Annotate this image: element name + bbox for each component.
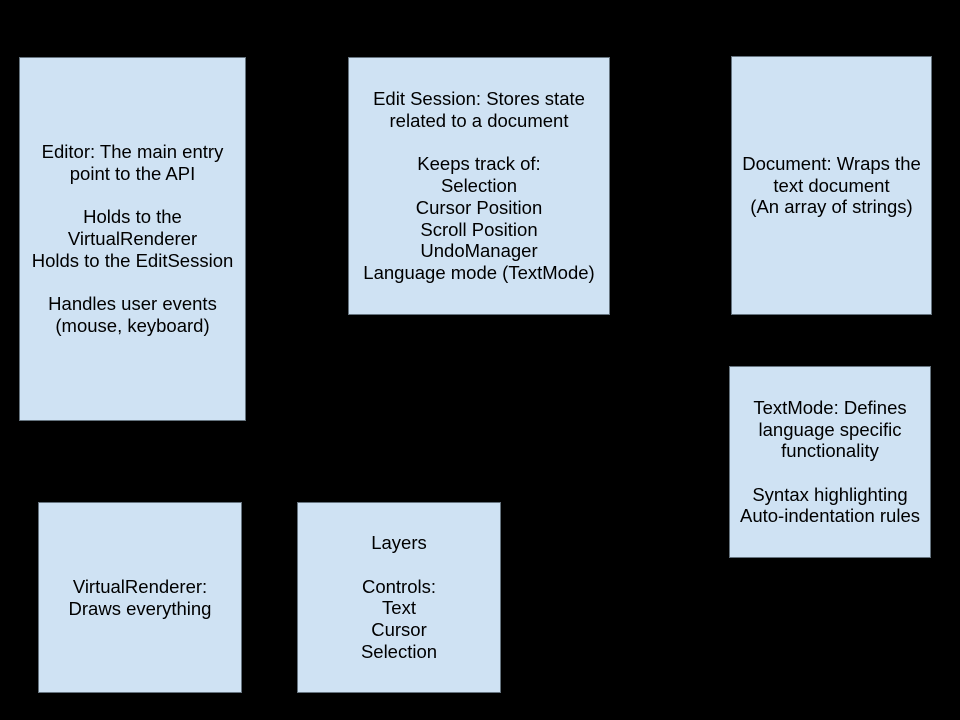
box-text-line: related to a document <box>389 110 569 132</box>
box-document <box>731 56 932 315</box>
box-text-line: point to the API <box>69 163 196 185</box>
box-text-line: (An array of strings) <box>750 196 913 218</box>
box-text-line: language specific <box>758 418 902 440</box>
box-text-line: Scroll Position <box>420 218 538 240</box>
box-text-line: Holds to the <box>83 206 182 228</box>
box-text-line: Document: Wraps the <box>742 152 921 174</box>
box-text-line: Cursor Position <box>415 196 543 218</box>
box-text-line: text document <box>773 174 890 196</box>
box-text-line: Keeps track of: <box>417 153 541 175</box>
box-text-line: functionality <box>781 440 879 462</box>
box-text-line: VirtualRenderer: <box>72 575 208 597</box>
box-text-line: VirtualRenderer <box>67 228 198 250</box>
box-text-line: Cursor <box>371 619 427 641</box>
box-textmode <box>729 366 931 558</box>
box-text-line: Editor: The main entry <box>41 141 224 163</box>
box-text-line: TextMode: Defines <box>753 396 907 418</box>
box-text-line: Auto-indentation rules <box>740 505 920 527</box>
box-text-line: Selection <box>440 175 518 197</box>
box-text-line: Edit Session: Stores state <box>373 88 585 110</box>
box-virtualrenderer <box>38 502 242 693</box>
box-editor <box>19 57 246 421</box>
box-text-line: Holds to the EditSession <box>31 249 234 271</box>
box-text-line: Layers <box>371 532 427 554</box>
box-text-line: Draws everything <box>68 597 212 619</box>
box-text-line: Text <box>382 597 416 619</box>
box-text-line: Syntax highlighting <box>752 483 908 505</box>
box-layers <box>297 502 501 693</box>
box-text-line: (mouse, keyboard) <box>55 314 210 336</box>
box-edit-session <box>348 57 610 315</box>
box-text-line: UndoManager <box>420 240 538 262</box>
box-text-line: Handles user events <box>48 293 217 315</box>
box-text-line: Language mode (TextMode) <box>363 261 595 283</box>
box-text-line: Selection <box>360 640 438 662</box>
box-text-line: Controls: <box>361 575 437 597</box>
